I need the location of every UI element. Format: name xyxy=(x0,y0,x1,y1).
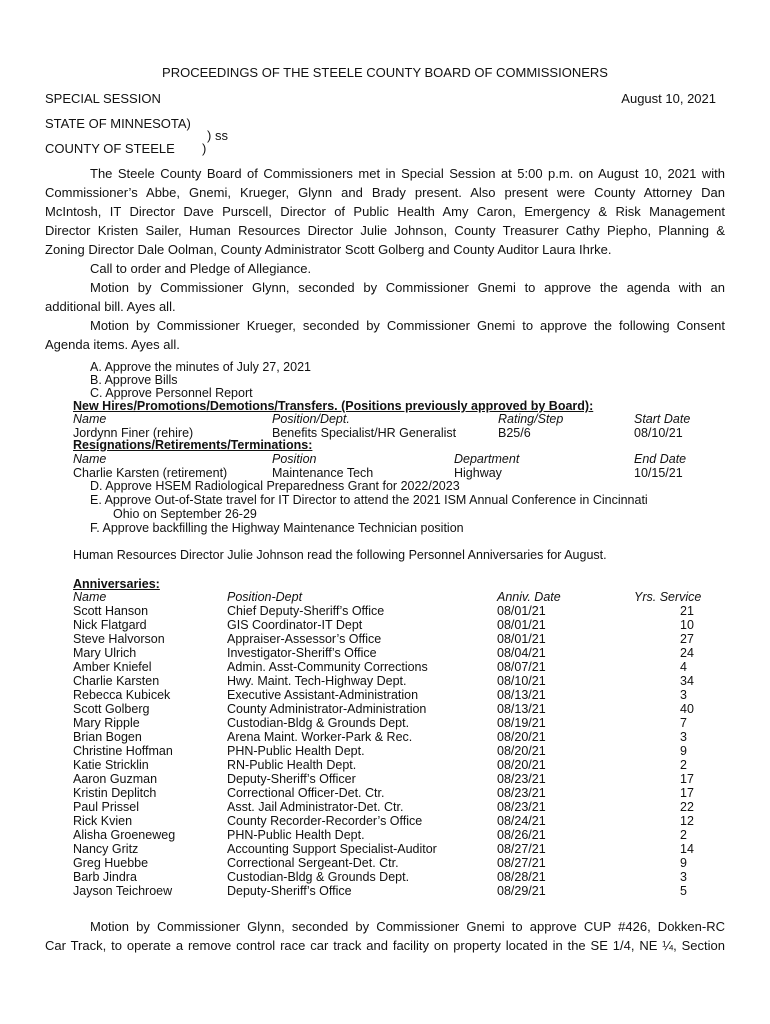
resign-name: Charlie Karsten (retirement) xyxy=(73,466,228,480)
anniv-date: 08/27/21 xyxy=(497,842,546,856)
anniv-name: Brian Bogen xyxy=(73,730,142,744)
anniv-years: 3 xyxy=(680,870,687,884)
anniv-years: 10 xyxy=(680,618,694,632)
anniversaries-intro: Human Resources Director Julie Johnson read the following Personnel Anniversaries for August. xyxy=(73,548,607,562)
resign-department: Highway xyxy=(454,466,502,480)
motion-agenda: Motion by Commissioner Glynn, seconded by Commissioner Gnemi to approve the agenda with an xyxy=(90,280,725,295)
resign-position: Maintenance Tech xyxy=(272,466,374,480)
anniv-name: Kristin Deplitch xyxy=(73,786,157,800)
anniv-date: 08/04/21 xyxy=(497,646,546,660)
table-row xyxy=(73,660,701,674)
anniv-name: Katie Stricklin xyxy=(73,758,149,772)
col-end-date: End Date xyxy=(634,452,687,466)
anniv-position: Hwy. Maint. Tech-Highway Dept. xyxy=(227,674,407,688)
hire-start: 08/10/21 xyxy=(634,426,683,440)
anniv-years: 21 xyxy=(680,604,694,618)
county-line: COUNTY OF STEELE xyxy=(45,141,175,156)
anniv-name: Alisha Groeneweg xyxy=(73,828,176,842)
table-row xyxy=(73,758,701,772)
consent-item-e-cont: Ohio on September 26-29 xyxy=(113,507,257,521)
anniv-years: 40 xyxy=(680,702,694,716)
col-department: Department xyxy=(454,452,520,466)
anniv-position: Deputy-Sheriff’s Officer xyxy=(227,772,356,786)
hire-rating: B25/6 xyxy=(498,426,531,440)
table-row xyxy=(73,814,701,828)
anniv-position: Arena Maint. Worker-Park & Rec. xyxy=(227,730,413,744)
consent-item-e: E. Approve Out-of-State travel for IT Director to attend the 2021 ISM Annual Conference in Cincinnati xyxy=(90,493,648,507)
anniv-date: 08/20/21 xyxy=(497,758,546,772)
motion-cup: Motion by Commissioner Glynn, seconded by Commissioner Gnemi to approve CUP #426, Dokken-RC xyxy=(90,919,725,934)
col-yrs-service: Yrs. Service xyxy=(634,590,702,604)
table-row xyxy=(73,716,701,730)
anniv-position: GIS Coordinator-IT Dept xyxy=(227,618,363,632)
anniv-name: Charlie Karsten xyxy=(73,674,160,688)
anniv-position: County Recorder-Recorder’s Office xyxy=(227,814,423,828)
anniv-date: 08/20/21 xyxy=(497,730,546,744)
anniv-position: PHN-Public Health Dept. xyxy=(227,744,365,758)
table-row xyxy=(73,828,701,842)
col-name: Name xyxy=(73,412,107,426)
table-row xyxy=(73,856,701,870)
anniv-date: 08/27/21 xyxy=(497,856,546,870)
anniv-position: Executive Assistant-Administration xyxy=(227,688,419,702)
anniv-date: 08/29/21 xyxy=(497,884,546,898)
table-row xyxy=(73,870,701,884)
table-row xyxy=(73,646,701,660)
anniv-years: 12 xyxy=(680,814,694,828)
anniv-date: 08/23/21 xyxy=(497,800,546,814)
anniv-position: Custodian-Bldg & Grounds Dept. xyxy=(227,716,410,730)
anniv-name: Mary Ripple xyxy=(73,716,140,730)
intro-line: Zoning Director Dale Oolman, County Administrator Scott Golberg and County Auditor Laura Ihrke. xyxy=(45,242,612,257)
anniv-years: 2 xyxy=(680,758,687,772)
resignations-table xyxy=(73,452,686,480)
hire-position: Benefits Specialist/HR Generalist xyxy=(272,426,457,440)
anniv-position: Chief Deputy-Sheriff’s Office xyxy=(227,604,385,618)
intro-line: The Steele County Board of Commissioners met in Special Session at 5:00 p.m. on August 10, 2021 with xyxy=(90,166,725,181)
table-row xyxy=(73,604,701,618)
anniv-name: Paul Prissel xyxy=(73,800,139,814)
motion-consent: Motion by Commissioner Krueger, seconded by Commissioner Gnemi to approve the following Consent xyxy=(90,318,725,333)
intro-line: Commissioner’s Abbe, Gnemi, Krueger, Glynn and Brady present. Also present were County Attorney Dan xyxy=(45,185,725,200)
anniv-name: Rick Kvien xyxy=(73,814,133,828)
anniv-date: 08/24/21 xyxy=(497,814,546,828)
anniv-years: 4 xyxy=(680,660,687,674)
session-type: SPECIAL SESSION xyxy=(45,91,161,106)
table-row xyxy=(73,800,701,814)
anniv-name: Scott Golberg xyxy=(73,702,150,716)
anniv-name: Barb Jindra xyxy=(73,870,137,884)
motion-agenda-end: additional bill. Ayes all. xyxy=(45,299,176,314)
anniv-years: 14 xyxy=(680,842,694,856)
table-row xyxy=(73,674,701,688)
anniv-date: 08/20/21 xyxy=(497,744,546,758)
table-row xyxy=(73,772,701,786)
col-position: Position xyxy=(272,452,317,466)
anniv-name: Rebecca Kubicek xyxy=(73,688,171,702)
table-row xyxy=(73,632,701,646)
anniv-date: 08/13/21 xyxy=(497,702,546,716)
anniv-position: Deputy-Sheriff’s Office xyxy=(227,884,352,898)
ss-mark: ) ss xyxy=(207,128,228,143)
anniv-position: PHN-Public Health Dept. xyxy=(227,828,365,842)
hire-name: Jordynn Finer (rehire) xyxy=(73,426,194,440)
anniv-name: Greg Huebbe xyxy=(73,856,149,870)
document-title: PROCEEDINGS OF THE STEELE COUNTY BOARD OF COMMISSIONERS xyxy=(162,65,608,80)
anniv-date: 08/10/21 xyxy=(497,674,546,688)
anniv-years: 7 xyxy=(680,716,687,730)
closing-paragraph xyxy=(45,917,725,955)
anniv-position: RN-Public Health Dept. xyxy=(227,758,357,772)
resignations-heading: Resignations/Retirements/Terminations: xyxy=(73,438,313,452)
hires-table xyxy=(73,412,690,440)
col-position-dept: Position-Dept xyxy=(227,590,303,604)
col-name: Name xyxy=(73,590,107,604)
anniv-position: Admin. Asst-Community Corrections xyxy=(227,660,428,674)
anniv-years: 5 xyxy=(680,884,687,898)
intro-line: Director Kristen Sailer, Human Resources Director Julie Johnson, County Treasurer Cathy Piepho, Planning & xyxy=(45,223,725,238)
anniv-position: Custodian-Bldg & Grounds Dept. xyxy=(227,870,410,884)
anniv-position: County Administrator-Administration xyxy=(227,702,427,716)
consent-item-c: C. Approve Personnel Report xyxy=(90,386,253,400)
consent-item-d: D. Approve HSEM Radiological Preparedness Grant for 2022/2023 xyxy=(90,479,460,493)
anniv-name: Mary Ulrich xyxy=(73,646,137,660)
anniv-position: Correctional Officer-Det. Ctr. xyxy=(227,786,385,800)
anniv-date: 08/01/21 xyxy=(497,618,546,632)
anniversaries-table xyxy=(73,590,701,898)
table-row xyxy=(73,884,701,898)
intro-line: McIntosh, IT Director Dave Purscell, Director of Public Health Amy Caron, Emergency & Risk Management xyxy=(45,204,725,219)
table-row xyxy=(73,702,701,716)
motion-cup-cont: Car Track, to operate a remove control race car track and facility on property located in the SE 1/4, NE ¼, Section xyxy=(45,938,725,953)
resign-header-row xyxy=(73,452,686,466)
anniv-years: 3 xyxy=(680,730,687,744)
anniversaries-header-row xyxy=(73,590,701,604)
table-row xyxy=(73,730,701,744)
anniv-date: 08/26/21 xyxy=(497,828,546,842)
anniv-name: Aaron Guzman xyxy=(73,772,158,786)
anniv-name: Amber Kniefel xyxy=(73,660,152,674)
anniv-date: 08/23/21 xyxy=(497,786,546,800)
table-row xyxy=(73,842,701,856)
anniv-years: 27 xyxy=(680,632,694,646)
table-row xyxy=(73,786,701,800)
session-date: August 10, 2021 xyxy=(621,91,716,106)
anniv-date: 08/28/21 xyxy=(497,870,546,884)
anniv-date: 08/23/21 xyxy=(497,772,546,786)
anniv-years: 9 xyxy=(680,856,687,870)
anniv-position: Appraiser-Assessor’s Office xyxy=(227,632,382,646)
hires-heading: New Hires/Promotions/Demotions/Transfers. (Positions previously approved by Board): xyxy=(73,399,594,413)
col-position: Position/Dept. xyxy=(272,412,350,426)
resign-end: 10/15/21 xyxy=(634,466,683,480)
anniv-name: Nancy Gritz xyxy=(73,842,139,856)
anniv-years: 9 xyxy=(680,744,687,758)
anniv-position: Asst. Jail Administrator-Det. Ctr. xyxy=(227,800,404,814)
anniv-years: 17 xyxy=(680,772,694,786)
call-to-order: Call to order and Pledge of Allegiance. xyxy=(90,261,312,276)
anniv-name: Nick Flatgard xyxy=(73,618,147,632)
consent-item-f: F. Approve backfilling the Highway Maintenance Technician position xyxy=(90,521,464,535)
consent-item-a: A. Approve the minutes of July 27, 2021 xyxy=(90,360,311,374)
anniv-date: 08/01/21 xyxy=(497,632,546,646)
county-paren: ) xyxy=(202,141,207,156)
anniv-years: 34 xyxy=(680,674,694,688)
anniv-years: 24 xyxy=(680,646,694,660)
col-name: Name xyxy=(73,452,107,466)
anniversaries-heading: Anniversaries: xyxy=(73,577,160,591)
col-anniv-date: Anniv. Date xyxy=(497,590,561,604)
col-rating: Rating/Step xyxy=(498,412,564,426)
anniv-date: 08/01/21 xyxy=(497,604,546,618)
anniv-name: Jayson Teichroew xyxy=(73,884,173,898)
anniv-position: Accounting Support Specialist-Auditor xyxy=(227,842,437,856)
anniv-years: 22 xyxy=(680,800,694,814)
motion-consent-end: Agenda items. Ayes all. xyxy=(45,337,180,352)
state-line: STATE OF MINNESOTA) xyxy=(45,116,191,131)
anniv-years: 2 xyxy=(680,828,687,842)
table-row xyxy=(73,688,701,702)
anniv-date: 08/19/21 xyxy=(497,716,546,730)
table-row xyxy=(73,618,701,632)
table-row xyxy=(73,466,686,480)
anniv-years: 3 xyxy=(680,688,687,702)
anniv-date: 08/13/21 xyxy=(497,688,546,702)
consent-item-b: B. Approve Bills xyxy=(90,373,178,387)
intro-paragraph xyxy=(45,164,725,354)
anniv-position: Correctional Sergeant-Det. Ctr. xyxy=(227,856,399,870)
table-row xyxy=(73,744,701,758)
anniv-name: Scott Hanson xyxy=(73,604,149,618)
hires-header-row xyxy=(73,412,690,426)
anniv-name: Christine Hoffman xyxy=(73,744,173,758)
anniv-date: 08/07/21 xyxy=(497,660,546,674)
anniv-position: Investigator-Sheriff’s Office xyxy=(227,646,377,660)
anniv-name: Steve Halvorson xyxy=(73,632,165,646)
col-start-date: Start Date xyxy=(634,412,691,426)
anniv-years: 17 xyxy=(680,786,694,800)
